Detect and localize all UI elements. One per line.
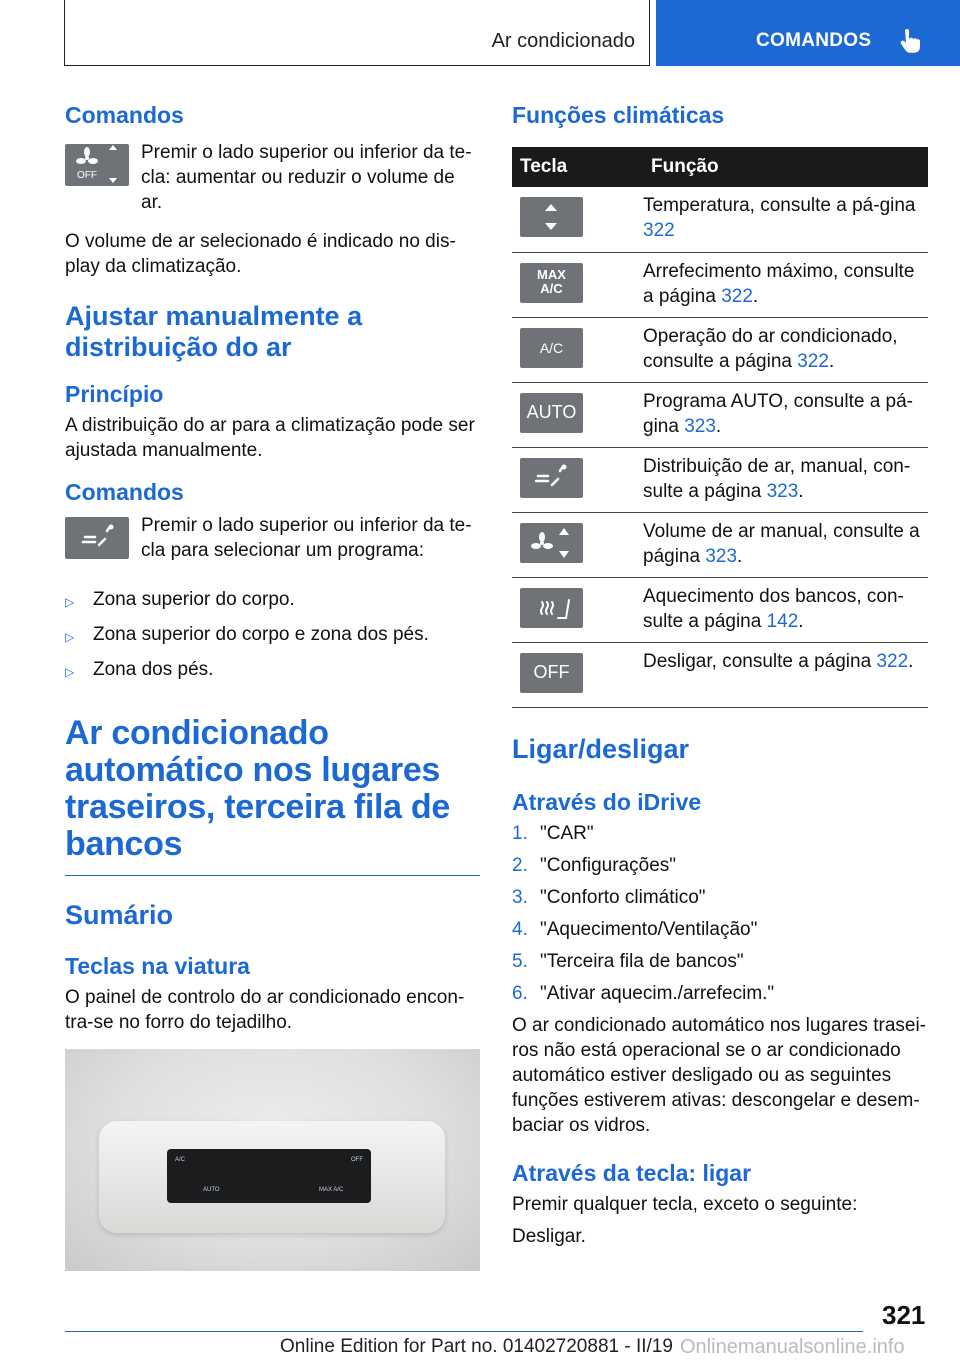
- triangle-bullet-icon: ▷: [65, 595, 75, 609]
- header-chapter-tab: [656, 0, 960, 66]
- list-item: ▷ Zona superior do corpo e zona dos pés.: [65, 622, 480, 650]
- heading-underline: [65, 875, 480, 876]
- table-row: [512, 577, 928, 642]
- idrive-steps: [512, 821, 928, 1006]
- triangle-bullet-icon: ▷: [65, 630, 75, 644]
- heading-ar-condicionado-automatico: Ar condicionado automático nos lugares traseiros, terceira fila de bancos: [65, 714, 450, 863]
- list-item: ▷ Zona superior do corpo.: [65, 587, 480, 615]
- table-row: [512, 317, 928, 382]
- footer-edition: Online Edition for Part no. 01402720881 - II/19: [280, 1336, 673, 1357]
- list-item: 3. "Conforto climático": [512, 886, 706, 908]
- control-panel-photo: [65, 1049, 480, 1271]
- max-ac-icon: MAX A/C: [520, 263, 583, 303]
- comandos-1-text: Premir o lado superior ou inferior da te-cla: aumentar ou reduzir o volume de ar.: [141, 142, 472, 213]
- tecla-text: Premir qualquer tecla, exceto o seguinte:: [512, 1193, 858, 1215]
- heading-sumario: Sumário: [65, 900, 174, 930]
- left-column: [65, 100, 480, 1271]
- table-row: [512, 447, 928, 512]
- teclas-text: O painel de controlo do ar condicionado encon-tra-se no forro do tejadilho.: [65, 987, 465, 1033]
- heading-comandos-2: Comandos: [65, 479, 184, 505]
- header-chapter-label: COMANDOS: [756, 30, 872, 51]
- footer-watermark: Onlinemanualsonline.info: [680, 1336, 905, 1358]
- list-item: 1. "CAR": [512, 822, 594, 844]
- hand-pointer-icon: [896, 26, 924, 54]
- function-text: Aquecimento dos bancos, con-sulte a página 142.: [635, 577, 928, 642]
- off-icon: OFF: [520, 653, 583, 693]
- table-row: [512, 382, 928, 447]
- function-text: Desligar, consulte a página 322.: [635, 642, 928, 707]
- seat-heating-icon: [520, 588, 583, 628]
- function-text: Temperatura, consulte a pá-gina 322: [635, 187, 928, 252]
- volume-paragraph: O volume de ar selecionado é indicado no dis-play da climatização.: [65, 231, 456, 277]
- table-row: [512, 252, 928, 317]
- distribution-list: [65, 587, 480, 685]
- idrive-paragraph: O ar condicionado automático nos lugares trasei-ros não está operacional se o ar condicionado automático estiver desligado ou as seguintes funções estiverem ativas: descongelar e desem-baciar os vidros.: [512, 1014, 927, 1136]
- table-header-row: [512, 147, 928, 187]
- footer-rule: [65, 1331, 863, 1332]
- list-item: 6. "Ativar aquecim./arrefecim.": [512, 982, 775, 1004]
- function-text: Operação do ar condicionado, consulte a página 322.: [635, 317, 928, 382]
- list-item: 4. "Aquecimento/Ventilação": [512, 918, 758, 940]
- heading-principio: Princípio: [65, 381, 164, 407]
- comandos-2-row: [65, 513, 480, 563]
- svg-text:OFF: OFF: [77, 170, 97, 181]
- list-item: 2. "Configurações": [512, 854, 677, 876]
- fan-off-button-icon: [65, 144, 129, 186]
- heading-idrive: Através do iDrive: [512, 788, 702, 815]
- table-row: [512, 512, 928, 577]
- triangle-bullet-icon: ▷: [65, 665, 75, 679]
- table-row: [512, 187, 928, 252]
- function-text: Distribuição de ar, manual, con-sulte a página 323.: [635, 447, 928, 512]
- auto-icon: AUTO: [520, 393, 583, 433]
- heading-teclas: Teclas na viatura: [65, 953, 250, 979]
- function-text: Programa AUTO, consulte a pá-gina 323.: [635, 382, 928, 447]
- function-text: Volume de ar manual, consulte a página 323.: [635, 512, 928, 577]
- comandos-1-row: [65, 140, 480, 215]
- heading-tecla-ligar: Através da tecla: ligar: [512, 1159, 752, 1186]
- temperature-arrows-icon: [520, 197, 583, 237]
- heading-funcoes: Funções climáticas: [512, 102, 725, 128]
- fan-volume-icon: [520, 523, 583, 563]
- function-text: Arrefecimento máximo, consulte a página 322.: [635, 252, 928, 317]
- air-distribution-button-icon: [65, 517, 129, 559]
- right-column: [512, 100, 928, 1249]
- col-header-funcao: Função: [635, 147, 928, 187]
- principio-text: A distribuição do ar para a climatização pode ser ajustada manualmente.: [65, 415, 475, 461]
- tecla-text-2: Desligar.: [512, 1225, 586, 1247]
- heading-ligar: Ligar/desligar: [512, 733, 690, 764]
- header-section-box: [64, 0, 650, 66]
- ac-icon: A/C: [520, 328, 583, 368]
- col-header-tecla: Tecla: [512, 147, 635, 187]
- control-panel-display: A/C OFF AUTO MAX A/C: [167, 1149, 371, 1203]
- header-section-title: Ar condicionado: [491, 30, 635, 52]
- air-distribution-icon: [520, 458, 583, 498]
- list-item: 5. "Terceira fila de bancos": [512, 950, 744, 972]
- list-item: ▷ Zona dos pés.: [65, 657, 480, 685]
- functions-table: [512, 147, 928, 708]
- table-row: [512, 642, 928, 707]
- page-number: 321: [882, 1300, 926, 1330]
- heading-ajustar: Ajustar manualmente a distribuição do ar: [65, 301, 363, 362]
- comandos-2-text: Premir o lado superior ou inferior da te-cla para selecionar um programa:: [141, 515, 472, 561]
- heading-comandos-1: Comandos: [65, 102, 184, 128]
